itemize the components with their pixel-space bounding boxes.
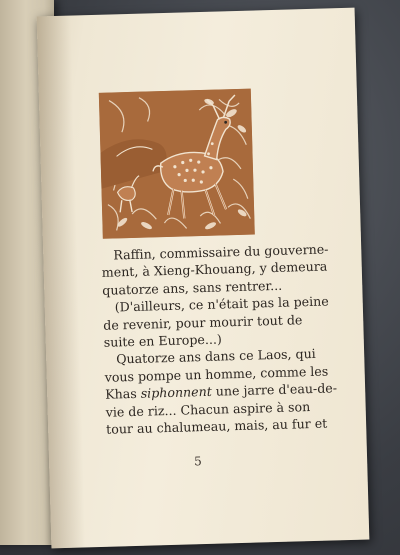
- text-line: ment, à Xieng-Khouang, y demeura: [101, 258, 328, 281]
- paragraph-1: [101, 240, 330, 299]
- text-line: vie de riz... Chacun aspire à son: [105, 398, 311, 420]
- text-line: Raffin, commissaire du gouverne-: [113, 241, 329, 263]
- text-line: vous pompe un homme, comme les: [104, 363, 329, 385]
- text-line: de revenir, pour mourir tout de: [103, 311, 303, 333]
- paragraph-2: [103, 293, 332, 352]
- deer-woodcut-icon: [99, 89, 255, 239]
- text-fragment: une jarre d'eau-de-: [215, 380, 338, 399]
- emphasized-word: siphonnent: [140, 384, 212, 402]
- text-line: (D'ailleurs, ce n'était pas la peine: [114, 293, 329, 315]
- text-line: Quatorze ans dans ce Laos, qui: [116, 346, 316, 367]
- text-line: tour au chalumeau, mais, au fur et: [105, 415, 328, 437]
- woodcut-illustration: [99, 89, 255, 239]
- body-text: [101, 240, 338, 438]
- text-line: suite en Europe...): [103, 331, 222, 350]
- page-number: 5: [193, 454, 202, 469]
- text-line: quatorze ans, sans rentrer...: [102, 277, 283, 298]
- paragraph-3: [104, 345, 338, 438]
- text-fragment: Khas: [105, 386, 137, 403]
- book-page: [37, 8, 370, 549]
